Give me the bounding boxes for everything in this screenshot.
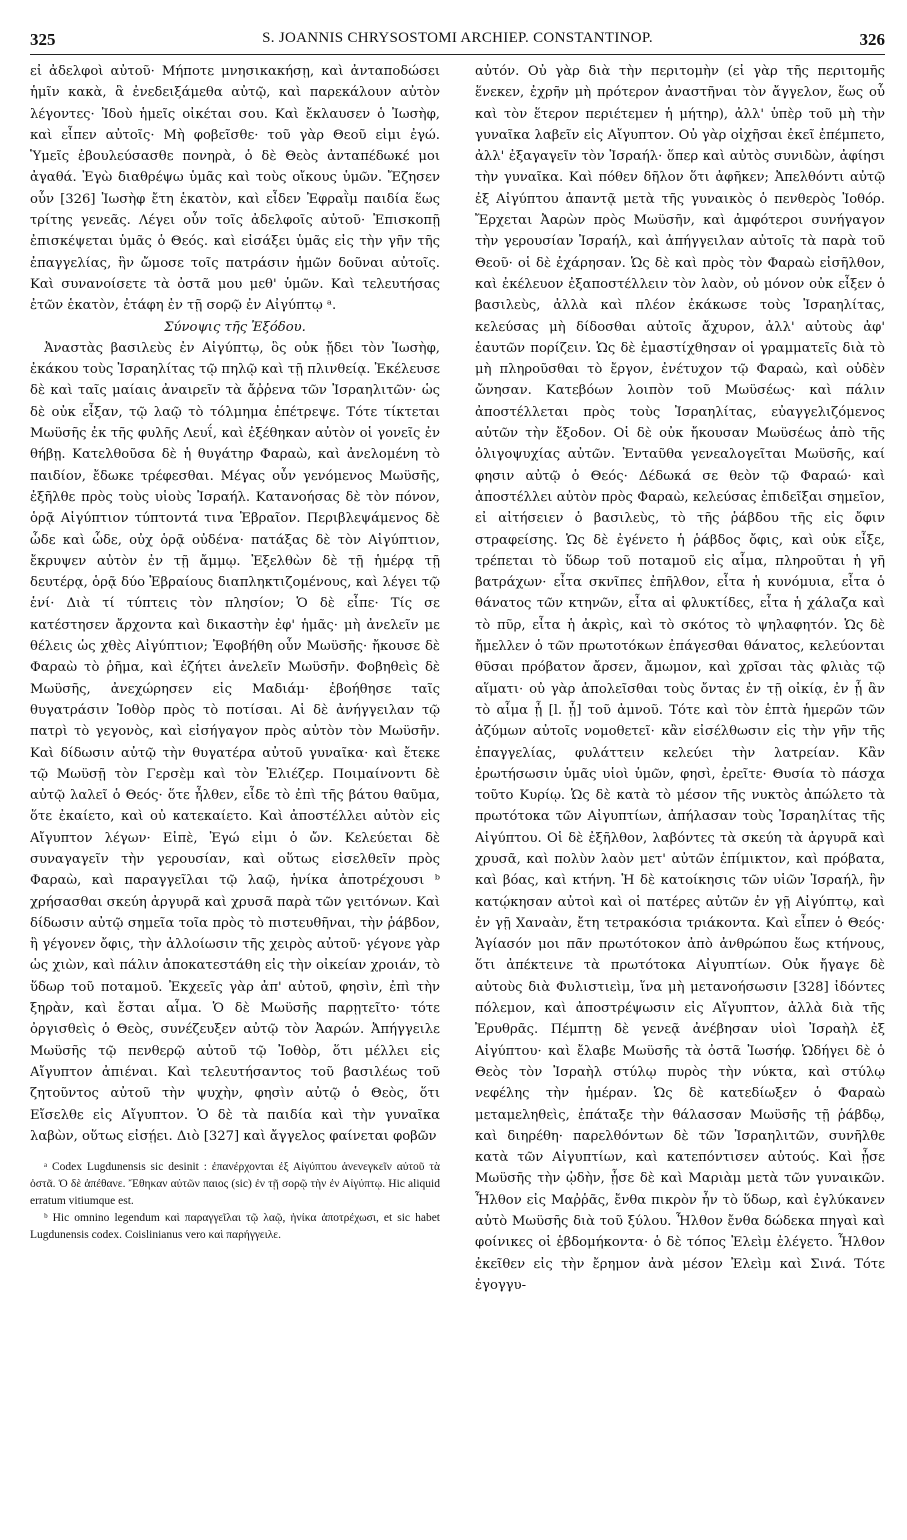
footnote-b: ᵇ Hic omnino legendum καὶ παραγγεῖλαι τῷ λαῷ, ἡνίκα ἀποτρέχωσι, et sic habet Lugdunensis codex. Coislinianus vero καὶ παρήγγειλε.	[30, 1212, 440, 1242]
left-paragraph-1: εἰ ἀδελφοὶ αὐτοῦ· Μήποτε μνησικακήσῃ, καὶ ἀνταποδώσει ἡμῖν κακὰ, ἃ ἐνεδειξάμεθα αὐτῷ, καὶ παρεκάλουν αὐτὸν λέγοντες· Ἰδοὺ ἡμεῖς οἰκέται σου. Καὶ ἔκλαυσεν ὁ Ἰωσὴφ, καὶ εἶπεν αὐτοῖς· Μὴ φοβεῖσθε· τοῦ γὰρ Θεοῦ εἰμι ἐγώ. Ὑμεῖς ἐβουλεύσασθε πονηρὰ, ὁ δὲ Θεὸς ἀνταπέδωκέ μοι ἀγαθά. Ἐγὼ διαθρέψω ὑμᾶς καὶ τοὺς οἴκους ὑμῶν. Ἔζησεν οὖν [326] Ἰωσὴφ ἔτη ἑκατὸν, καὶ εἶδεν Ἐφραῒμ παιδία ἕως τρίτης γενεᾶς. Λέγει οὖν τοῖς ἀδελφοῖς αὐτοῦ· Ἐπισκοπῇ ἐπισκέψεται ὑμᾶς ὁ Θεός. καὶ εἰσάξει ὑμᾶς εἰς τὴν γῆν τῆς ἐπαγγελίας, ἣν ὤμοσε τοῖς πατράσιν ἡμῶν δοῦναι αὐτοῖς. Καὶ συνανοίσετε τὰ ὀστᾶ μου μεθ' ὑμῶν. Καὶ τελευτήσας ἐτῶν ἑκατὸν, ἐτάφη ἐν τῇ σορῷ ἐν Αἰγύπτῳ ᵃ.	[30, 64, 440, 314]
page-number-left: 325	[30, 30, 56, 49]
page-number-right: 326	[859, 30, 885, 49]
running-header	[30, 30, 885, 55]
two-column-body	[30, 61, 885, 1511]
right-column-text: αὐτόν. Οὐ γὰρ διὰ τὴν περιτομὴν (εἰ γὰρ τῆς περιτομῆς ἕνεκεν, ἐχρῆν μὴ πρότερον ἀναστῆναι τὸν ἄγγελον, ἕως οὗ καὶ τὸν ἕτερον περιέτεμεν ἡ μήτηρ), ἀλλ' ὑπὲρ τοῦ μὴ τὴν γυναῖκα λαβεῖν εἰς Αἴγυπτον. Οὐ γὰρ οἰχῆσαι ἐκεῖ ἐπέμπετο, ἀλλ' ἐξαγαγεῖν τὸν Ἰσραήλ· ὅπερ καὶ αὐτὸς συνιδὼν, ἀφίησι τὴν γυναῖκα. Καὶ πόθεν δῆλον ὅτι ἀφῆκεν; Ἀπελθόντι αὐτῷ ἐξ Αἰγύπτου ἀπαντᾷ μετὰ τῆς γυναικὸς ὁ πενθερὸς Ἰοθόρ. Ἔρχεται Ἀαρὼν πρὸς Μωϋσῆν, καὶ ἀμφότεροι συνήγαγον τὴν γερουσίαν Ἰσραήλ, καὶ ἀπήγγειλαν αὐτοῖς τὰ παρὰ τοῦ Θεοῦ· οἱ δὲ ἐχάρησαν. Ὡς δὲ καὶ πρὸς τὸν Φαραὼ εἰσῆλθον, καὶ ἐκέλευον ἐξαποστέλλειν τὸν λαὸν, οὐ μόνον οὐκ εἶξεν ὁ βασιλεὺς, ἀλλὰ καὶ πλέον ἐκάκωσε τοὺς Ἰσραηλίτας, κελεύσας μὴ δίδοσθαι αὐτοῖς ἄχυρον, ἀλλ' αὐτοὺς ἀφ' ἑαυτῶν πορίζειν. Ὡς δὲ ἐμαστίχθησαν οἱ γραμματεῖς διὰ τὸ μὴ πληροῦσθαι τὸ ἔργον, ἐνέτυχον τῷ Φαραὼ, καὶ οὐδὲν ὤνησαν. Κατεβόων λοιπὸν τοῦ Μωϋσέως· καὶ πάλιν ἀποστέλλεται πρὸς τοὺς Ἰσραηλίτας, εὐαγγελιζόμενος αὐτῶν τὴν ἔξοδον. Οἱ δὲ οὐκ ἤκουσαν Μωϋσέως ἀπὸ τῆς ὀλιγοψυχίας αὐτῶν. Ἐνταῦθα γενεαλογεῖται Μωϋσῆς, καί φησιν αὐτῷ ὁ Θεός· Δέδωκά σε θεὸν τῷ Φαραώ· καὶ ἀποστέλλει αὐτὸν πρὸς Φαραὼ, κελεύσας ἐπιδεῖξαι σημεῖον, εἰ αἰτήσειεν ὁ βασιλεὺς, τὸ τῆς ῥάβδου τῆς εἰς ὄφιν στραφείσης. Ὡς δὲ ἐγένετο ἡ ῥάβδος ὄφις, καὶ οὐκ εἶξε, τρέπεται τὸ ὕδωρ τοῦ ποταμοῦ εἰς αἷμα, πληροῦται ἡ γῆ βατράχων· εἶτα σκνῖπες ἐπῆλθον, εἶτα ἡ κυνόμυια, εἶτα ὁ θάνατος τῶν κτηνῶν, εἶτα αἱ φλυκτίδες, εἶτα ἡ χάλαζα καὶ τὸ πῦρ, εἶτα ἡ ἀκρὶς, καὶ τὸ σκότος τὸ ψηλαφητόν. Ὡς δὲ ἤμελλεν ὁ τῶν πρωτοτόκων ἐπάγεσθαι θάνατος, κελεύονται θῦσαι πρόβατον ἄρσεν, ἄμωμον, καὶ χρῖσαι τὰς φλιὰς τῷ αἵματι· οὐ γὰρ ἀπολεῖσθαι τοὺς ὄντας ἐν τῇ οἰκίᾳ, ἐν ᾗ ἂν τὸ αἷμα ᾖ [l. ᾖ] τοῦ ἀμνοῦ. Τότε καὶ τὸν ἑπτὰ ἡμερῶν τῶν ἀζύμων αὐτοῖς νομοθετεῖ· κἂν εἰσέλθωσιν εἰς τὴν γῆν τῆς ἐπαγγελίας, φυλάττειν κελεύει τὴν λατρείαν. Κἂν ἐρωτήσωσιν ὑμᾶς υἱοὶ ὑμῶν, φησὶ, ἐρεῖτε· Θυσία τὸ πάσχα τοῦτο Κυρίῳ. Ὡς δὲ κατὰ τὸ μέσον τῆς νυκτὸς ἀπώλετο τὰ πρωτότοκα τῶν Αἰγυπτίων, ἀπήλασαν τοὺς Ἰσραηλίτας τῆς Αἰγύπτου. Οἱ δὲ ἐξῆλθον, λαβόντες τὰ σκεύη τὰ ἀργυρᾶ καὶ χρυσᾶ, καὶ πολὺν λαὸν μετ' αὐτῶν ἐπίμικτον, καὶ πρόβατα, καὶ βόας, καὶ κτήνη. Ἡ δὲ κατοίκησις τῶν υἱῶν Ἰσραήλ, ἣν κατῴκησαν αὐτοὶ καὶ οἱ πατέρες αὐτῶν ἐν γῇ Αἰγύπτῳ, καὶ ἐν γῇ Χαναὰν, ἔτη τετρακόσια τριάκοντα. Καὶ εἶπεν ὁ Θεός· Ἁγίασόν μοι πᾶν πρωτότοκον ἀπὸ ἀνθρώπου ἕως κτήνους, ὅτι ἀπέκτεινε τὰ πρωτότοκα Αἰγυπτίων. Οὐκ ἤγαγε δὲ αὐτοὺς διὰ Φυλιστιεὶμ, ἵνα μὴ μετανοήσωσιν [328] ἰδόντες πόλεμον, καὶ ἀποστρέψωσιν εἰς Αἴγυπτον, ἀλλὰ διὰ τῆς Ἐρυθρᾶς. Πέμπτῃ δὲ γενεᾷ ἀνέβησαν υἱοὶ Ἰσραὴλ ἐξ Αἰγύπτου· καὶ ἔλαβε Μωϋσῆς τὰ ὀστᾶ Ἰωσήφ. Ὡδήγει δὲ ὁ Θεὸς τὸν Ἰσραὴλ στύλῳ πυρὸς τὴν νύκτα, καὶ στύλῳ νεφέλης τὴν ἡμέραν. Ὡς δὲ κατεδίωξεν ὁ Φαραὼ μεταμεληθεὶς, ἐπάταξε τὴν θάλασσαν Μωϋσῆς τῇ ῥάβδῳ, καὶ διηρέθη· παρελθόντων δὲ τῶν Ἰσραηλιτῶν, συνῆλθε κατὰ τῶν Αἰγυπτίων, καὶ κατεπόντισεν αὐτούς. Καὶ ᾖσε Μωϋσῆς τὴν ᾠδὴν, ᾖσε δὲ καὶ Μαριὰμ μετὰ τῶν γυναικῶν. Ἦλθον εἰς Μαῤῥᾶς, ἔνθα πικρὸν ἦν τὸ ὕδωρ, καὶ ἐγλύκανεν αὐτὸ Μωϋσῆς διὰ τοῦ ξύλου. Ἦλθον ἔνθα δώδεκα πηγαὶ καὶ φοίνικες οἱ ἑβδομήκοντα· ὁ δὲ τόπος Ἐλεὶμ ἐλέγετο. Ἦλθον ἐκεῖθεν εἰς τὴν ἔρημον ἀνὰ μέσον Ἐλεὶμ καὶ Σινά. Τότε ἐγογγυ-	[475, 64, 885, 1293]
running-title: S. JOANNIS CHRYSOSTOMI ARCHIEP. CONSTANTINOP.	[262, 30, 653, 46]
section-title: Σύνοψις τῆς Ἐξόδου.	[164, 319, 306, 335]
right-column	[475, 61, 885, 1511]
book-page	[30, 30, 885, 1520]
footnotes	[30, 1155, 440, 1244]
footnote-a: ᵃ Codex Lugdunensis sic desinit : ἐπανέρχονται ἐξ Αἰγύπτου ἀνενεγκεῖν αὐτοῦ τὰ ὀστᾶ. Ὁ δὲ ἀπέθανε. Ἔθηκαν αὐτῶν παιος (sic) ἐν τῇ σορῷ τὴν ἐν Αἰγύπτῳ. Hic aliquid erratum vitiumque est.	[30, 1161, 440, 1208]
left-paragraph-2: Ἀναστὰς βασιλεὺς ἐν Αἰγύπτῳ, ὃς οὐκ ᾔδει τὸν Ἰωσὴφ, ἐκάκου τοὺς Ἰσραηλίτας τῷ πηλῷ καὶ τῇ πλινθείᾳ. Ἐκέλευσε δὲ καὶ ταῖς μαίαις ἀναιρεῖν τὰ ἄῤῥενα τῶν Ἰσραηλιτῶν· ὡς δὲ οὐκ εἶξαν, τῷ λαῷ τὸ τόλμημα ἐπέτρεψε. Τότε τίκτεται Μωϋσῆς ἐκ τῆς φυλῆς Λευΐ, καὶ ἐξέθηκαν αὐτὸν οἱ γονεῖς ἐν θήβῃ. Κατελθοῦσα δὲ ἡ θυγάτηρ Φαραὼ, καὶ ἀνελομένη τὸ παιδίον, ἔδωκε τρέφεσθαι. Μέγας οὖν γενόμενος Μωϋσῆς, ἐξῆλθε πρὸς τοὺς υἱοὺς Ἰσραήλ. Κατανοήσας δὲ τὸν πόνον, ὁρᾷ Αἰγύπτιον τύπτοντά τινα Ἑβραῖον. Περιβλεψάμενος δὲ ὧδε καὶ ὧδε, οὐχ ὁρᾷ οὐδένα· πατάξας δὲ τὸν Αἰγύπτιον, ἔκρυψεν αὐτὸν ἐν τῇ ἄμμῳ. Ἐξελθὼν δὲ τῇ ἡμέρᾳ τῇ δευτέρᾳ, ὁρᾷ δύο Ἑβραίους διαπληκτιζομένους, καὶ λέγει τῷ ἑνί· Διὰ τί τύπτεις τὸν πλησίον; Ὁ δὲ εἶπε· Τίς σε κατέστησεν ἄρχοντα καὶ δικαστὴν ἐφ' ἡμᾶς· μὴ ἀνελεῖν με θέλεις ὡς χθὲς Αἰγύπτιον; Ἐφοβήθη οὖν Μωϋσῆς· ἤκουσε δὲ Φαραὼ τὸ ῥῆμα, καὶ ἐζήτει ἀνελεῖν Μωϋσῆν. Φοβηθεὶς δὲ Μωϋσῆς, ἀνεχώρησεν εἰς Μαδιάμ· ἐβοήθησε ταῖς θυγατράσιν Ἰοθὸρ πρὸς τὸ ποτίσαι. Αἱ δὲ ἀνήγγειλαν τῷ πατρὶ τὸ γεγονὸς, καὶ εἰσήγαγον πρὸς αὐτὸν τὸν Μωϋσῆν. Καὶ δίδωσιν αὐτῷ τὴν θυγατέρα αὐτοῦ γυναῖκα· καὶ ἔτεκε τῷ Μωϋσῇ τὸν Γερσὲμ καὶ τὸν Ἐλιέζερ. Ποιμαίνοντι δὲ αὐτῷ λαλεῖ ὁ Θεός· ὅτε ἦλθεν, εἶδε τὸ ἐπὶ τῆς βάτου θαῦμα, ὅτε ἐκαίετο, καὶ οὐ κατεκαίετο. Καὶ ἀποστέλλει αὐτὸν εἰς Αἴγυπτον λέγων· Εἰπὲ, Ἐγώ εἰμι ὁ ὤν. Κελεύεται δὲ συναγαγεῖν τὴν γερουσίαν, καὶ οὕτως εἰσελθεῖν πρὸς Φαραὼ, καὶ παραγγεῖλαι τῷ λαῷ, ἡνίκα ἀποτρέχουσι ᵇ χρήσασθαι σκεύη ἀργυρᾶ καὶ χρυσᾶ παρὰ τῶν γειτόνων. Καὶ δίδωσιν αὐτῷ σημεῖα τοῖα πρὸς τὸ πιστευθῆναι, τὴν ῥάβδον, ἣ γέγονεν ὄφις, τὴν ἀλλοίωσιν τῆς χειρὸς αὐτοῦ· γέγονε γὰρ ὡς χιὼν, καὶ πάλιν ἀποκατεστάθη εἰς τὴν οἰκείαν χροιάν, τὸ ὕδωρ τοῦ ποταμοῦ. Ἐκχεεῖς γὰρ ἀπ' αὐτοῦ, φησὶν, ἐπὶ τὴν ξηρὰν, καὶ ἔσται αἷμα. Ὁ δὲ Μωϋσῆς παρῃτεῖτο· τότε ὀργισθεὶς ὁ Θεὸς, συνέζευξεν αὐτῷ τὸν Ἀαρών. Ἀπήγγειλε Μωϋσῆς τῷ πενθερῷ αὐτοῦ τῷ Ἰοθὸρ, ὅτι μέλλει εἰς Αἴγυπτον ἀπιέναι. Καὶ τελευτήσαντος τοῦ βασιλέως τοῦ ζητοῦντος αὐτοῦ τὴν ψυχὴν, φησὶν αὐτῷ ὁ Θεὸς, ὅτι Εἴσελθε εἰς Αἴγυπτον. Ὁ δὲ τὰ παιδία καὶ τὴν γυναῖκα λαβὼν, οὕτως εἰσῄει. Διὸ [327] καὶ ἄγγελος φαίνεται φοβῶν	[30, 340, 440, 1144]
left-column	[30, 61, 440, 1511]
